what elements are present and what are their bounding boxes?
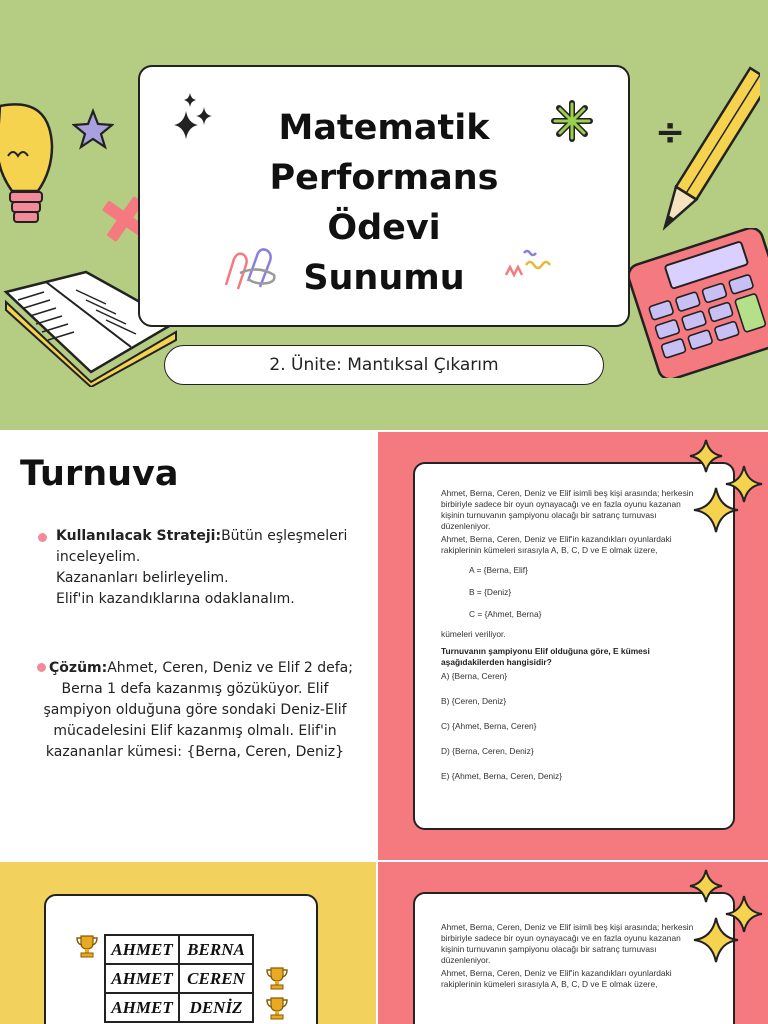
option-a: A) {Berna, Ceren} bbox=[441, 671, 508, 681]
sparkle-icon bbox=[686, 438, 768, 548]
table-cell: CEREN bbox=[179, 964, 253, 993]
table-row bbox=[105, 993, 253, 1022]
solution-block bbox=[30, 658, 360, 763]
strategy-label: Kullanılacak Strateji: bbox=[56, 528, 222, 544]
squiggle-icon bbox=[502, 245, 558, 285]
set-c: C = {Ahmet, Berna} bbox=[469, 609, 542, 619]
star-icon bbox=[72, 108, 114, 150]
strategy-line: Kazananları belirleyelim. bbox=[56, 570, 229, 586]
solution-label: Çözüm: bbox=[49, 660, 108, 676]
option-d: D) {Berna, Ceren, Deniz} bbox=[441, 746, 534, 756]
question-paragraph: Ahmet, Berna, Ceren, Deniz ve Elif'in kazandıkları oyunlardaki rakiplerinin kümeleri sırasıyla A, B, C, D ve E olmak üzere, bbox=[441, 968, 672, 989]
option-e: E) {Ahmet, Berna, Ceren, Deniz} bbox=[441, 771, 563, 781]
title-line: Matematik bbox=[278, 108, 490, 148]
table-cell: AHMET bbox=[105, 993, 179, 1022]
option-c: C) {Ahmet, Berna, Ceren} bbox=[441, 721, 537, 731]
table-cell: AHMET bbox=[105, 935, 179, 964]
title-line: Ödevi bbox=[327, 208, 441, 248]
table-cell: AHMET bbox=[105, 964, 179, 993]
question-slide bbox=[378, 432, 768, 860]
title-card bbox=[138, 65, 630, 327]
pencil-icon bbox=[660, 60, 760, 250]
set-a: A = {Berna, Elif} bbox=[469, 565, 528, 575]
set-b: B = {Deniz} bbox=[469, 587, 512, 597]
bullet-icon bbox=[37, 663, 46, 672]
trophy-icon bbox=[266, 996, 288, 1020]
section-heading: Turnuva bbox=[20, 454, 179, 494]
divide-icon: ÷ bbox=[655, 112, 686, 153]
subtitle: 2. Ünite: Mantıksal Çıkarım bbox=[164, 345, 604, 385]
question-prompt: Turnuvanın şampiyonu Elif olduğuna göre, E kümesi aşağıdakilerden hangisidir? bbox=[441, 646, 650, 667]
table-cell: BERNA bbox=[179, 935, 253, 964]
table-cell: DENİZ bbox=[179, 993, 253, 1022]
question-slide-repeat bbox=[378, 862, 768, 1024]
bullet-icon bbox=[38, 533, 47, 542]
strategy-first-line: Bütün eşleşmeleri inceleyelim. bbox=[56, 528, 348, 565]
table-row bbox=[105, 964, 253, 993]
title-line: Sunumu bbox=[303, 258, 465, 298]
sparkle-icon bbox=[174, 93, 214, 143]
solution-slide bbox=[0, 432, 376, 860]
asterisk-icon bbox=[550, 99, 594, 143]
solution-text: Ahmet, Ceren, Deniz ve Elif 2 defa; Berna 1 defa kazanmış gözüküyor. Elif şampiyon olduğuna göre sondaki Deniz-Elif mücadelesini Elif kazanmış olmalı. Elif'in kazananlar kümesi: {Berna, Ceren, Deniz} bbox=[43, 660, 353, 760]
match-table-card bbox=[44, 894, 318, 1024]
question-paragraph: Ahmet, Berna, Ceren, Deniz ve Elif'in kazandıkları oyunlardaki rakiplerinin kümeleri sırasıyla A, B, C, D ve E olmak üzere, bbox=[441, 534, 672, 555]
strategy-block bbox=[40, 526, 370, 610]
title-slide bbox=[0, 0, 768, 430]
trophy-icon bbox=[266, 966, 288, 990]
table-row bbox=[105, 935, 253, 964]
paper-clip-icon bbox=[218, 245, 280, 295]
match-table-slide bbox=[0, 862, 376, 1024]
calculator-icon bbox=[628, 228, 768, 378]
sparkle-icon bbox=[686, 868, 768, 978]
question-paragraph: Ahmet, Berna, Ceren, Deniz ve Elif isimli beş kişi arasında; herkesin birbiriyle sadece bir oyun oynayacağı ve en fazla oyunu kazanan kişinin turnuvanın şampiyonu olacağı bir satranç turnuvası düzenleniyor. bbox=[441, 488, 694, 531]
match-table bbox=[104, 934, 254, 1023]
light-bulb-icon bbox=[0, 96, 60, 236]
trophy-icon bbox=[76, 934, 98, 958]
question-paragraph: kümeleri veriliyor. bbox=[441, 629, 506, 639]
option-b: B) {Ceren, Deniz} bbox=[441, 696, 507, 706]
strategy-line: Elif'in kazandıklarına odaklanalım. bbox=[56, 591, 295, 607]
title-line: Performans bbox=[269, 158, 499, 198]
question-paragraph: Ahmet, Berna, Ceren, Deniz ve Elif isimli beş kişi arasında; herkesin birbiriyle sadece bir oyun oynayacağı ve en fazla oyunu kazanan kişinin turnuvanın şampiyonu olacağı bir satranç turnuvası düzenleniyor. bbox=[441, 922, 694, 965]
